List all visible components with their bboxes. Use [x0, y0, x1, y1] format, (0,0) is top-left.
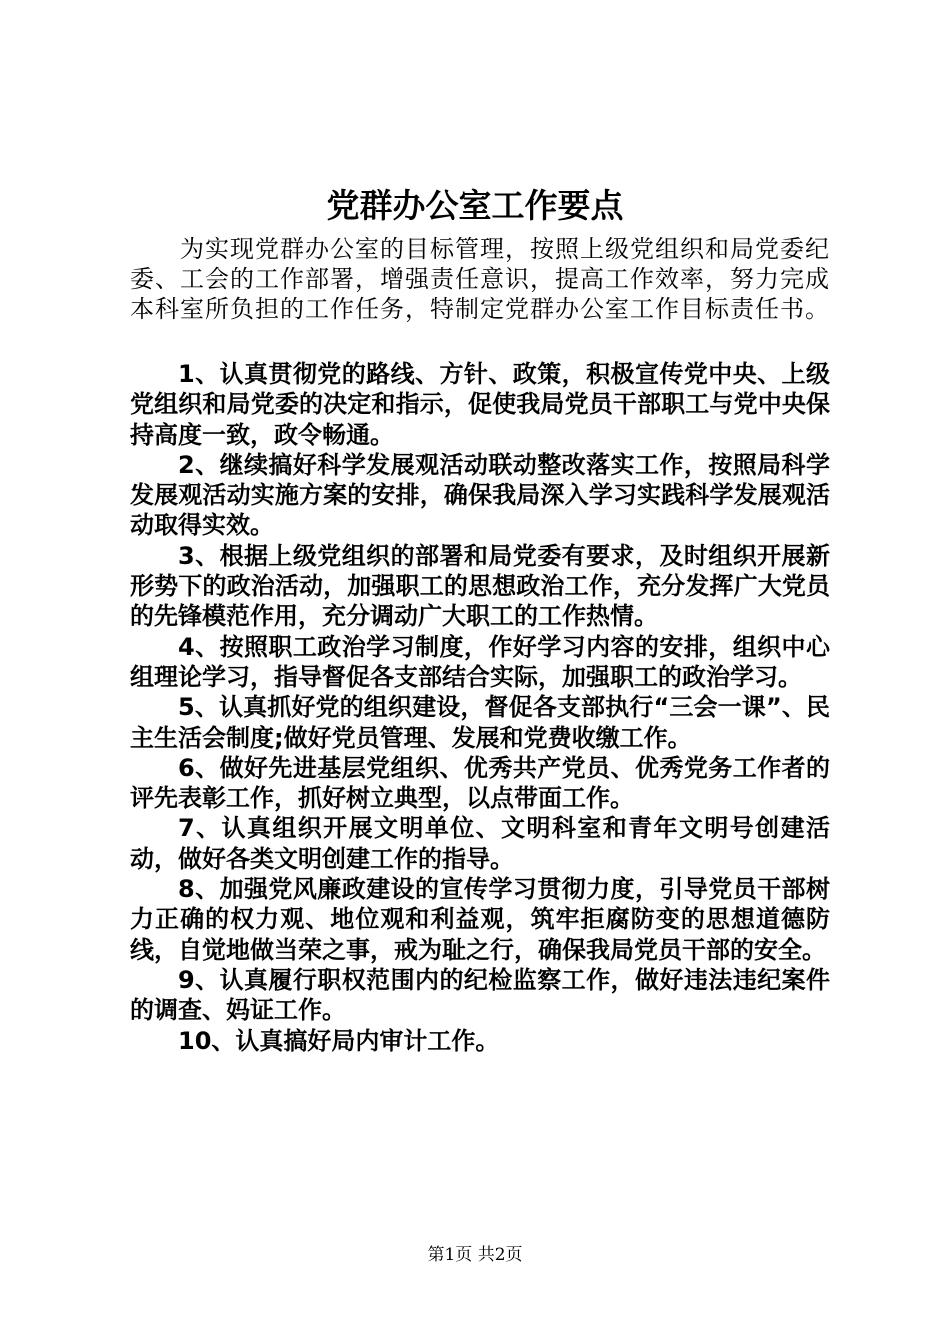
work-item: 3、根据上级党组织的部署和局党委有要求，及时组织开展新形势下的政治活动，加强职工的思想政治工作，充分发挥广大党员的先锋模范作用，充分调动广大职工的工作热情。	[130, 541, 830, 631]
work-item: 1、认真贯彻党的路线、方针、政策，积极宣传党中央、上级党组织和局党委的决定和指示，促使我局党员干部职工与党中央保持高度一致，政令畅通。	[130, 360, 830, 449]
work-item: 4、按照职工政治学习制度，作好学习内容的安排，组织中心组理论学习，指导督促各支部结合实际，加强职工的政治学习。	[130, 632, 830, 691]
work-item: 9、认真履行职权范围内的纪检监察工作，做好违法违纪案件的调查、妈证工作。	[130, 965, 830, 1025]
work-item: 5、认真抓好党的组织建设，督促各支部执行“三会一课”、民主生活会制度;做好党员管理、发展和党费收缴工作。	[130, 693, 830, 752]
work-item: 8、加强党风廉政建设的宣传学习贯彻力度，引导党员干部树力正确的权力观、地位观和利益观，筑牢拒腐防变的思想道德防线，自觉地做当荣之事，戒为耻之行，确保我局党员干部的安全。	[130, 875, 830, 964]
page-number-footer: 第1页 共2页	[427, 1245, 523, 1265]
work-item: 7、认真组织开展文明单位、文明科室和青年文明号创建活动，做好各类文明创建工作的指导。	[130, 814, 830, 873]
work-item: 6、做好先进基层党组织、优秀共产党员、优秀党务工作者的评先表彰工作，抓好树立典型，以点带面工作。	[130, 753, 830, 813]
document-title: 党群办公室工作要点	[326, 186, 624, 225]
work-item: 10、认真搞好局内审计工作。	[178, 1026, 500, 1055]
work-item: 2、继续搞好科学发展观活动联动整改落实工作，按照局科学发展观活动实施方案的安排，确保我局深入学习实践科学发展观活动取得实效。	[130, 450, 830, 540]
intro-paragraph: 为实现党群办公室的目标管理，按照上级党组织和局党委纪委、工会的工作部署，增强责任意识，提高工作效率，努力完成本科室所负担的工作任务，特制定党群办公室工作目标责任书。	[130, 235, 830, 323]
work-items-list	[130, 359, 830, 1056]
